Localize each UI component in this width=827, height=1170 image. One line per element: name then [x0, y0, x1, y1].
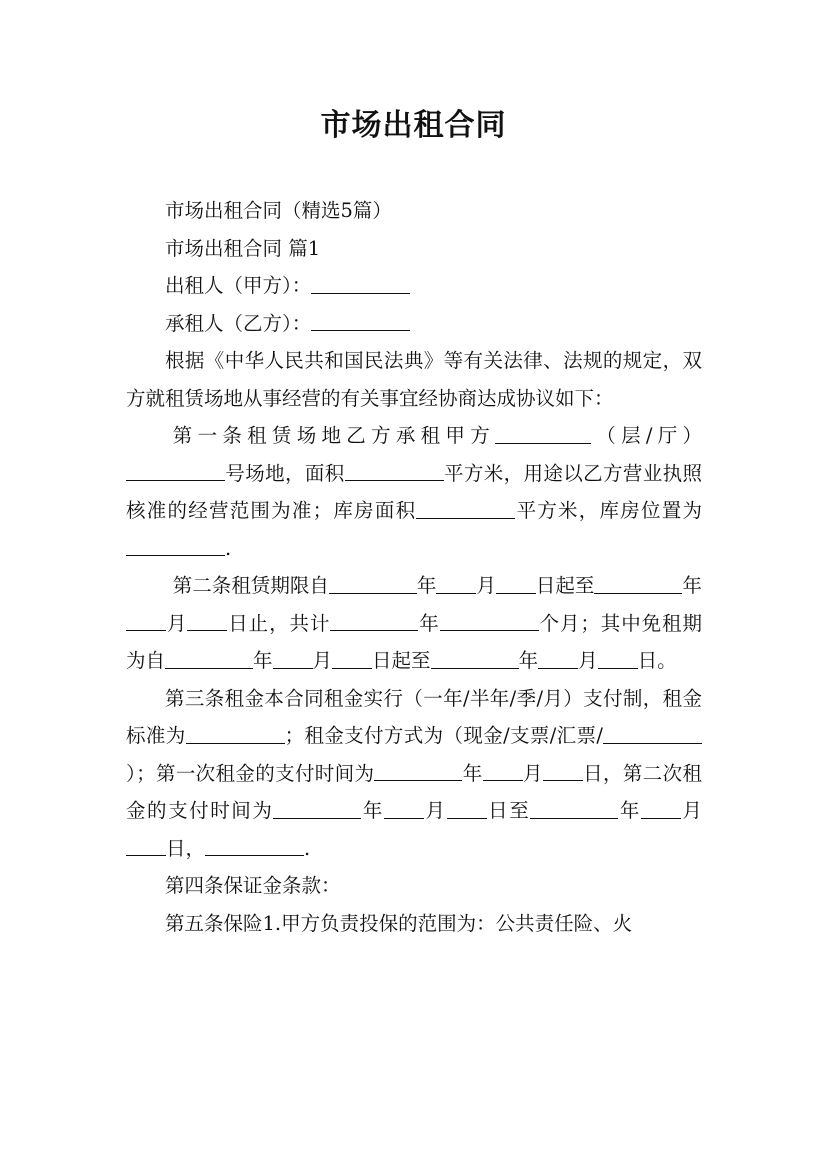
article-1-text: 号场地，面积	[225, 461, 345, 485]
blank	[273, 649, 313, 669]
article-3-text: 年	[361, 799, 384, 822]
article-4-paragraph: 第四条保证金条款：	[165, 874, 341, 897]
article-2-text: 个月；其中免租期为自	[126, 611, 702, 672]
article-2-text: 月	[166, 611, 188, 635]
blank	[374, 762, 462, 782]
blank	[126, 462, 225, 482]
blank	[126, 612, 166, 632]
article-2-text: 年	[416, 574, 437, 597]
article-2-text: 年	[682, 574, 702, 597]
article-5-paragraph: 第五条保险1.甲方负责投保的范围为：公共责任险、火	[165, 911, 633, 935]
article-3-text: ；租金支付方式为（现金/支票/汇票/	[284, 724, 603, 747]
article-3-text: 月	[680, 799, 702, 822]
article-2-text: 月	[312, 649, 333, 672]
blank	[447, 799, 487, 819]
article-2-text: 年	[253, 649, 273, 672]
document-title: 市场出租合同	[320, 108, 507, 143]
blank	[530, 799, 618, 819]
article-3-text: 日至	[486, 799, 531, 822]
blank	[598, 649, 638, 669]
article-3-text: ）；第一次租金的支付时间为	[126, 761, 375, 785]
preamble-paragraph: 根据《中华人民共和国民法典》等有关法律、法规的规定，双方就租赁场地从事经营的有关事宜经协商达成协议如下：	[126, 349, 702, 410]
article-1-paragraph	[126, 417, 702, 567]
article-2-text: 日起至	[535, 574, 595, 597]
document-body	[126, 192, 702, 942]
article-1-text: 平方米，库房位置为	[515, 499, 702, 522]
blank	[440, 612, 539, 632]
article-2-text: 月	[476, 574, 496, 597]
blank	[431, 649, 519, 669]
lessee-label: 承租人（乙方）：	[165, 311, 312, 335]
article-2-paragraph	[126, 567, 702, 680]
blank	[165, 649, 253, 669]
article-3-text: 年	[462, 761, 483, 785]
article-2-text: 日起至	[372, 649, 431, 672]
subtitle: 市场出租合同（精选5篇）	[165, 199, 392, 222]
section-heading: 市场出租合同 篇1	[165, 236, 321, 260]
article-1-text: （层/厅）	[591, 424, 702, 447]
article-3-text: .	[304, 836, 311, 860]
lessee-line	[126, 305, 702, 343]
blank	[126, 537, 225, 557]
lessor-label: 出租人（甲方）：	[165, 274, 312, 297]
article-2-text: 第二条租赁期限自	[172, 574, 329, 597]
blank	[436, 574, 476, 594]
blank	[205, 837, 304, 857]
article-1-text: 第一条租赁场地乙方承租甲方	[172, 424, 495, 447]
article-2-text: 日。	[637, 649, 677, 672]
blank	[543, 762, 583, 782]
blank	[594, 574, 682, 594]
article-2-text: 年	[518, 649, 539, 672]
article-2-text: 月	[578, 649, 598, 672]
article-1-text: 平方米，用途以乙方营业执照核准的经营范围为准；库房面积	[126, 461, 702, 522]
lessor-line	[126, 267, 702, 305]
blank	[330, 612, 418, 632]
blank	[496, 574, 536, 594]
article-3-text: 月	[522, 761, 543, 785]
article-3-text: 第三条租金本合同租金实行（一年/半年/季/月）支付制，租金标准为	[126, 686, 702, 747]
article-2-text: 年	[418, 611, 440, 635]
article-3-text: 年	[618, 799, 641, 822]
blank	[384, 799, 424, 819]
blank	[273, 799, 361, 819]
lessor-blank	[311, 274, 410, 294]
lessee-blank	[311, 312, 410, 332]
blank	[603, 724, 702, 744]
article-2-text: 日止，共计	[227, 611, 331, 635]
article-3-text: 日，第二次租金的支付时间为	[126, 761, 702, 822]
blank	[538, 649, 578, 669]
article-1-text: .	[225, 536, 232, 560]
article-3-paragraph	[126, 680, 702, 868]
blank	[126, 837, 166, 857]
blank	[345, 462, 444, 482]
blank	[495, 424, 591, 444]
blank	[641, 799, 681, 819]
blank	[187, 612, 227, 632]
blank	[416, 499, 515, 519]
blank	[332, 649, 372, 669]
blank	[483, 762, 523, 782]
article-3-text: 日，	[166, 836, 206, 860]
blank	[186, 724, 285, 744]
article-3-text: 月	[423, 799, 447, 822]
blank	[329, 574, 417, 594]
